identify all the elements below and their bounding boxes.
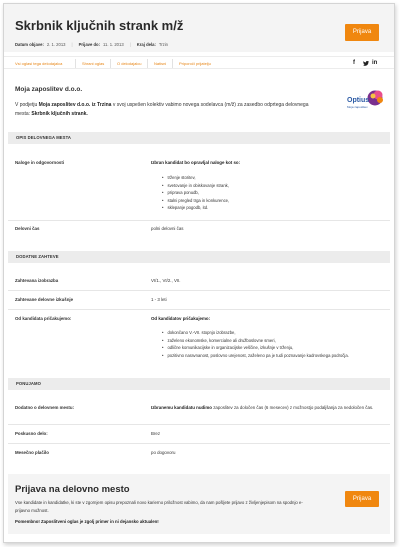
value-izobrazba: VI/1., VI/2., VII. xyxy=(151,278,181,283)
section-opis: OPIS DELOVNEGA MESTA xyxy=(8,132,390,144)
company-logo xyxy=(346,87,386,113)
label-delovni-cas: Delovni čas xyxy=(15,226,40,231)
list-item: • priprava ponudb, xyxy=(162,189,229,197)
meta-location: Kraj dela: Trzin xyxy=(136,42,169,47)
section-ponujamo: PONUJAMO xyxy=(8,378,390,390)
list-item: • pozitivno naravnanost, poslovno urejenost, zaželeno pa je tudi poznavanje kadrovskega področja. xyxy=(162,352,349,360)
list-naloge xyxy=(162,174,229,212)
job-intro: V podjetju Moja zaposlitev d.o.o. iz Trzina v svoj uspešen kolektiv vabimo novega sodelavca (m/ž) za zasedbo odprtega delovnega mesta: Skrbnik ključnih strank. xyxy=(15,102,309,117)
action-bar xyxy=(4,56,394,69)
label-naloge: Naloge in odgovornosti xyxy=(15,160,65,165)
value-pricakujemo-intro: Od kandidatov pričakujemo: xyxy=(151,316,211,321)
link-about-employer[interactable]: O delodajalcu xyxy=(117,61,142,66)
value-izkusnje: 1 - 3 leti xyxy=(151,297,167,302)
label-izkusnje: Zahtevane delovne izkušnje xyxy=(15,297,74,302)
value-naloge-intro: Izbran kandidat bo opravljal naloge kot so: xyxy=(151,160,241,165)
svg-text:Optius: Optius xyxy=(347,97,370,104)
job-ad-page xyxy=(3,3,395,543)
apply-button-bottom[interactable]: Prijava xyxy=(345,491,379,507)
apply-section-title: Prijava na delovno mesto xyxy=(15,484,130,495)
list-item: • sklepanje pogodb, itd. xyxy=(162,204,229,212)
apply-section xyxy=(8,474,390,534)
list-pricakujemo xyxy=(162,329,349,359)
divider xyxy=(8,443,390,444)
nav-divider xyxy=(147,59,148,68)
list-item: • odlične komunikacijske in organizacijske veščine, izkušnje v trženju, xyxy=(162,344,349,352)
divider xyxy=(8,290,390,291)
nav-divider xyxy=(172,59,173,68)
label-pricakujemo: Od kandidata pričakujemo: xyxy=(15,316,72,321)
meta-published: Datum objave: 2. 1. 2013 xyxy=(15,42,66,47)
value-delovni-cas: polni delovni čas xyxy=(151,226,184,231)
facebook-icon[interactable]: f xyxy=(353,60,355,66)
link-print[interactable]: Natisni xyxy=(154,61,167,66)
job-header xyxy=(4,4,394,52)
list-item: • svetovanje in obiskovanje strank, xyxy=(162,182,229,190)
value-placilo: po dogovoru xyxy=(151,450,176,455)
value-dodatno: Izbranemu kandidatu nudimo zaposlitev za določen čas (6 mesecev) z možnostjo podaljšanja za nedoločen čas. xyxy=(151,405,374,410)
list-item: • stalni pregled trga in konkurence, xyxy=(162,197,229,205)
value-poskusno: Brez xyxy=(151,431,161,436)
job-meta xyxy=(15,42,168,47)
nav-divider xyxy=(110,59,111,68)
section-zahteve: DODATNE ZAHTEVE xyxy=(8,251,390,263)
company-name: Moja zaposlitev d.o.o. xyxy=(15,86,83,93)
label-izobrazba: Zahtevana izobrazba xyxy=(15,278,59,283)
link-all-employer-ads[interactable]: Vsi oglasi tega delodajalca xyxy=(15,61,63,66)
apply-button-top[interactable]: Prijava xyxy=(345,24,379,41)
optius-logo-icon xyxy=(346,87,386,113)
apply-section-text: Vse kandidate in kandidatke, ki ste v zgornjem opisu prepoznali novo karierno priložnost vabimo, da nam pošljete prijavo z življenjepisom na spodnjo e-prijavno možnost. xyxy=(15,500,303,513)
list-item: • dokončano V.-VII. stopnjo izobrazbe, xyxy=(162,329,349,337)
twitter-icon[interactable] xyxy=(363,61,369,68)
list-item: • trženje storitev, xyxy=(162,174,229,182)
divider xyxy=(8,424,390,425)
nav-divider xyxy=(75,59,76,68)
label-poskusno: Poskusno delo: xyxy=(15,431,48,436)
label-placilo: Mesečno plačilo xyxy=(15,450,49,455)
list-item: • zaželeno ekonomske, komercialne ali družboslovne smeri, xyxy=(162,337,349,345)
job-title: Skrbnik ključnih strank m/ž xyxy=(15,18,184,33)
meta-deadline: Prijave do: 11. 1. 2013 xyxy=(78,42,124,47)
link-recommend[interactable]: Priporoči prijatelju xyxy=(179,61,211,66)
divider xyxy=(8,309,390,310)
linkedin-icon[interactable]: in xyxy=(372,60,378,66)
svg-text:Moja zaposlitev: Moja zaposlitev xyxy=(347,105,368,109)
meta-separator: | xyxy=(71,42,73,47)
label-dodatno: Dodatno o delovnem mestu: xyxy=(15,405,75,410)
divider xyxy=(8,220,390,221)
disclaimer-note: Pomembno! Zaposlitveni oglas je zgolj primer in ni dejansko aktualen! xyxy=(15,519,159,524)
link-save-ad[interactable]: Shrani oglas xyxy=(82,61,105,66)
meta-separator: | xyxy=(129,42,131,47)
